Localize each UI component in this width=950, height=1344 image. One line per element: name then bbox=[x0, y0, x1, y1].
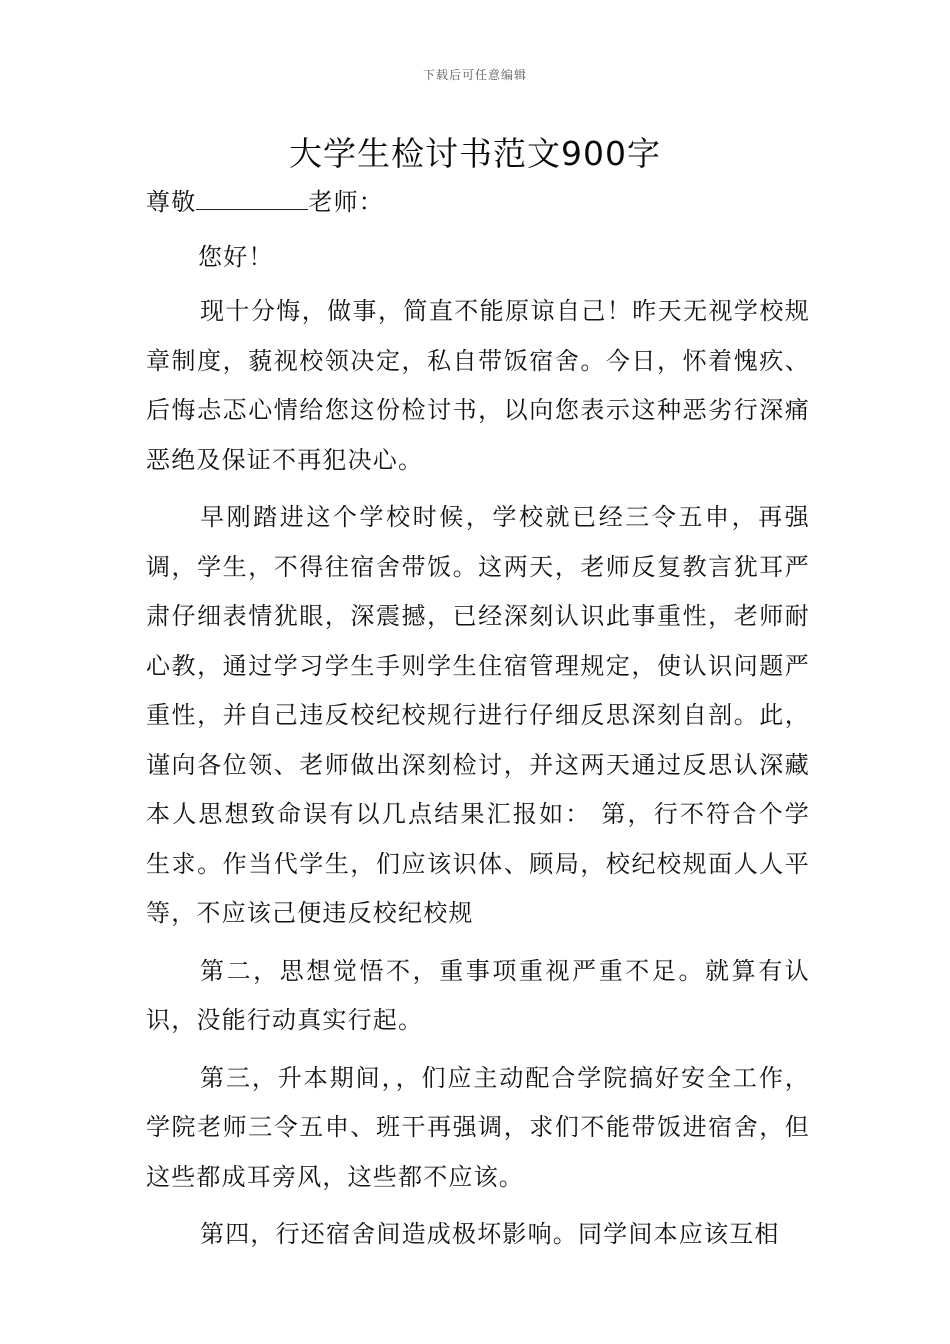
paragraph-gap bbox=[146, 485, 810, 493]
header-note: 下载后可任意编辑 bbox=[422, 68, 527, 82]
paragraph-gap bbox=[146, 939, 810, 947]
document-body bbox=[146, 178, 810, 1260]
name-blank-line bbox=[196, 189, 308, 210]
document-title: 大学生检讨书范文900字 bbox=[289, 134, 661, 173]
paragraph-2: 早刚踏进这个学校时候，学校就已经三令五申，再强调，学生，不得往宿舍带饭。这两天，老师反复教言犹耳严肃仔细表情犹眼，深震撼，已经深刻认识此事重性，老师耐心教，通过学习学生手则学生住宿管理规定，使认识问题严重性，并自己违反校纪校规行进行仔细反思深刻自剖。此，谨向各位领、老师做出深刻检讨，并这两天通过反思认深藏本人思想致命误有以几点结果汇报如： 第，行不符合个学生求。作当代学生，们应该识体、顾局，校纪校规面人人平等，不应该己便违反校纪校规 bbox=[146, 503, 810, 927]
salutation-suffix: 老师： bbox=[308, 188, 385, 216]
paragraph-4: 第三，升本期间，，们应主动配合学院搞好安全工作，学院老师三令五申、班干再强调，求们不能带饭进宿舍，但这些都成耳旁风，这些都不应该。 bbox=[146, 1063, 810, 1191]
paragraph-5: 第四，行还宿舍间造成极坏影响。同学间本应该互相 bbox=[200, 1220, 780, 1248]
paragraph-3: 第二，思想觉悟不，重事项重视严重不足。就算有认识，没能行动真实行起。 bbox=[146, 956, 810, 1034]
paragraph-1: 现十分悔，做事，简直不能原谅自己！昨天无视学校规章制度，藐视校领决定，私自带饭宿舍。今日，怀着愧疚、后悔忐忑心情给您这份检讨书，以向您表示这种恶劣行深痛恶绝及保证不再犯决心。 bbox=[146, 297, 810, 474]
salutation bbox=[146, 178, 810, 228]
greeting: 您好！ bbox=[198, 242, 274, 271]
paragraph-gap bbox=[146, 1202, 810, 1210]
paragraph-gap bbox=[146, 1046, 810, 1054]
salutation-prefix: 尊敬 bbox=[146, 188, 197, 216]
